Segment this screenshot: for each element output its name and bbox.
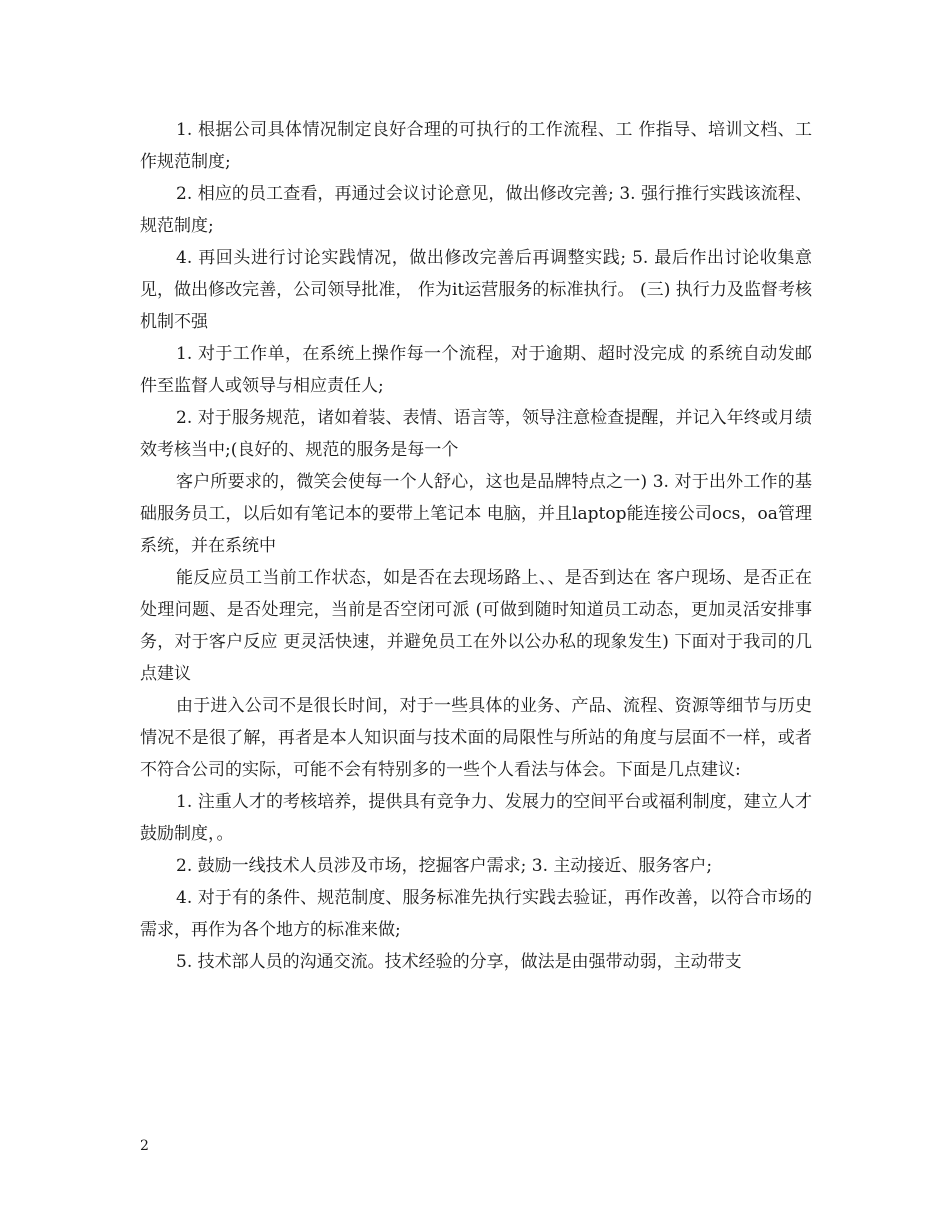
document-body (140, 114, 812, 978)
paragraph: 1. 对于工作单，在系统上操作每一个流程，对于逾期、超时没完成 的系统自动发邮件至监督人或领导与相应责任人; (140, 344, 812, 396)
paragraph: 1. 根据公司具体情况制定良好合理的可执行的工作流程、工 作指导、培训文档、工作规范制度; (140, 120, 812, 172)
paragraph: 1. 注重人才的考核培养，提供具有竞争力、发展力的空间平台或福利制度，建立人才鼓励制度，。 (140, 792, 812, 844)
paragraph: 2. 对于服务规范，诸如着装、表情、语言等，领导注意检查提醒，并记入年终或月绩效考核当中;(良好的、规范的服务是每一个 (140, 408, 812, 460)
page-number: 2 (140, 1138, 149, 1154)
paragraph: 客户所要求的，微笑会使每一个人舒心，这也是品牌特点之一) 3. 对于出外工作的基础服务员工，以后如有笔记本的要带上笔记本 电脑，并且laptop能连接公司ocs，oa管理系统，并在系统中 (140, 472, 812, 556)
paragraph: 5. 技术部人员的沟通交流。技术经验的分享，做法是由强带动弱，主动带支 (176, 952, 742, 972)
paragraph: 2. 相应的员工查看，再通过会议讨论意见，做出修改完善; 3. 强行推行实践该流程、规范制度; (140, 184, 812, 236)
paragraph: 由于进入公司不是很长时间，对于一些具体的业务、产品、流程、资源等细节与历史情况不是很了解，再者是本人知识面与技术面的局限性与所站的角度与层面不一样，或者不符合公司的实际，可能不会有特别多的一些个人看法与体会。下面是几点建议: (140, 696, 812, 780)
paragraph: 4. 再回头进行讨论实践情况，做出修改完善后再调整实践; 5. 最后作出讨论收集意见，做出修改完善，公司领导批准， 作为it运营服务的标准执行。 (三) 执行力及监督考核机制不强 (140, 248, 812, 332)
paragraph: 2. 鼓励一线技术人员涉及市场，挖掘客户需求; 3. 主动接近、服务客户; (176, 856, 713, 876)
paragraph: 4. 对于有的条件、规范制度、服务标准先执行实践去验证，再作改善，以符合市场的需求，再作为各个地方的标准来做; (140, 888, 812, 940)
paragraph: 能反应员工当前工作状态，如是否在去现场路上、、是否到达在 客户现场、是否正在处理问题、是否处理完，当前是否空闭可派 (可做到随时知道员工动态，更加灵活安排事务，对于客户反应 更灵活快速，并避免员工在外以公办私的现象发生) 下面对于我司的几点建议 (140, 568, 812, 684)
